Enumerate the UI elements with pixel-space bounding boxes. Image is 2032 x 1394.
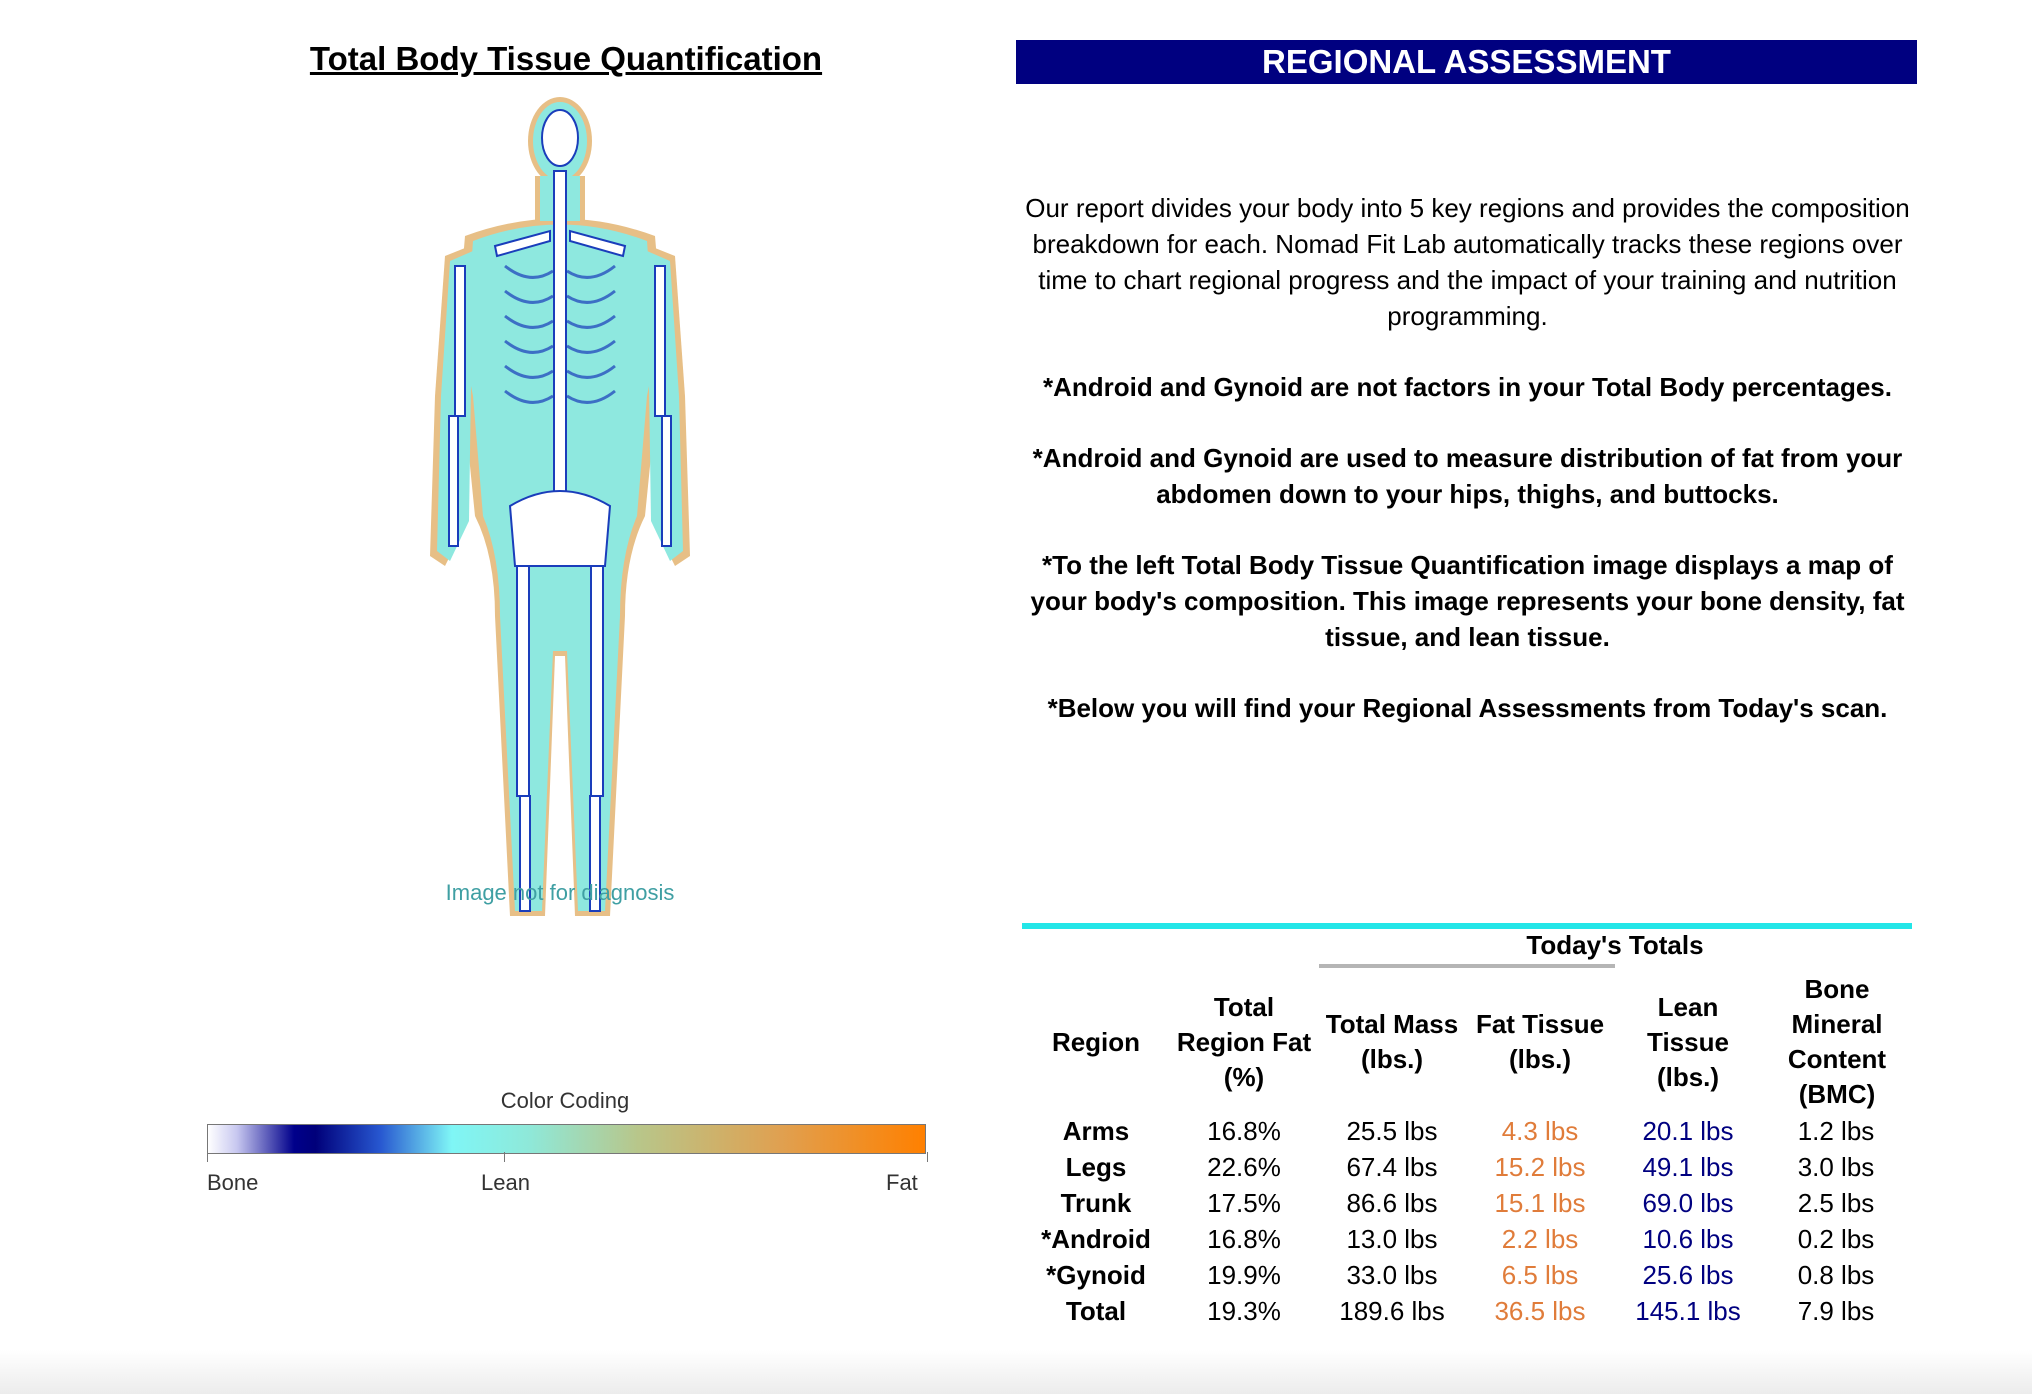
- cell-fat-pct: 22.6%: [1207, 1152, 1281, 1182]
- cell-fat-tissue: 15.2 lbs: [1494, 1152, 1586, 1182]
- color-coding-axis: [207, 1152, 928, 1162]
- cell-total-mass: 25.5 lbs: [1346, 1116, 1438, 1146]
- section-divider: [1022, 923, 1912, 929]
- todays-totals-header: Today's Totals: [1526, 930, 1704, 960]
- color-coding-label-fat: Fat: [886, 1170, 918, 1195]
- color-coding-tick: [504, 1152, 505, 1162]
- table-row: [1022, 1185, 1912, 1221]
- cell-fat-tissue: 36.5 lbs: [1494, 1296, 1586, 1326]
- cell-total-mass: 13.0 lbs: [1346, 1224, 1438, 1254]
- cell-fat-pct: 19.9%: [1207, 1260, 1281, 1290]
- cell-lean-tissue: 49.1 lbs: [1642, 1152, 1734, 1182]
- cell-lean-tissue: 10.6 lbs: [1642, 1224, 1734, 1254]
- cell-lean-tissue: 145.1 lbs: [1635, 1296, 1741, 1326]
- cell-region: *Android: [1041, 1224, 1151, 1254]
- note-regional-assessments: *Below you will find your Regional Assessments from Today's scan.: [1047, 693, 1888, 723]
- cell-lean-tissue: 25.6 lbs: [1642, 1260, 1734, 1290]
- cell-region: *Gynoid: [1046, 1260, 1146, 1290]
- table-row: [1022, 1221, 1912, 1257]
- image-watermark: Image not for diagnosis: [445, 880, 675, 905]
- intro-paragraph: Our report divides your body into 5 key regions and provides the composition breakdown for each. Nomad Fit Lab automatically tracks these regions over time to chart regional progress and the impact of your training and nutrition programming.: [1025, 193, 1910, 331]
- header-region: Region: [1051, 1027, 1141, 1057]
- cell-total-mass: 189.6 lbs: [1339, 1296, 1445, 1326]
- header-total-region-fat: Total Region Fat (%): [1176, 992, 1312, 1092]
- table-row: [1022, 1113, 1912, 1149]
- cell-region: Arms: [1062, 1116, 1130, 1146]
- cell-total-mass: 33.0 lbs: [1346, 1260, 1438, 1290]
- cell-region: Trunk: [1060, 1188, 1132, 1218]
- cell-bmc: 3.0 lbs: [1797, 1152, 1875, 1182]
- note-android-gynoid-factors: *Android and Gynoid are not factors in your Total Body percentages.: [1043, 372, 1892, 402]
- note-android-gynoid-distribution: *Android and Gynoid are used to measure distribution of fat from your abdomen down to your hips, thighs, and buttocks.: [1032, 443, 1903, 509]
- body-scan-image: [425, 96, 695, 921]
- table-row: [1022, 1149, 1912, 1185]
- cell-bmc: 2.5 lbs: [1797, 1188, 1875, 1218]
- cell-total-mass: 67.4 lbs: [1346, 1152, 1438, 1182]
- cell-fat-tissue: 15.1 lbs: [1494, 1188, 1586, 1218]
- cell-bmc: 0.2 lbs: [1797, 1224, 1875, 1254]
- cell-fat-pct: 16.8%: [1207, 1116, 1281, 1146]
- cell-fat-tissue: 6.5 lbs: [1501, 1260, 1579, 1290]
- color-coding-label-bone: Bone: [207, 1170, 259, 1195]
- page-bottom-shade: [0, 1350, 2032, 1394]
- cell-lean-tissue: 69.0 lbs: [1642, 1188, 1734, 1218]
- cell-bmc: 0.8 lbs: [1797, 1260, 1875, 1290]
- note-body-image: *To the left Total Body Tissue Quantification image displays a map of your body's composition. This image represents your bone density, fat tissue, and lean tissue.: [1030, 550, 1905, 652]
- cell-bmc: 7.9 lbs: [1797, 1296, 1875, 1326]
- cell-lean-tissue: 20.1 lbs: [1642, 1116, 1734, 1146]
- intro-text-block: [1020, 190, 1915, 761]
- header-total-mass: Total Mass (lbs.): [1325, 1009, 1459, 1074]
- color-coding-gradient: [207, 1124, 926, 1154]
- cell-fat-pct: 17.5%: [1207, 1188, 1281, 1218]
- color-coding-title: Color Coding: [500, 1088, 630, 1113]
- cell-region: Legs: [1065, 1152, 1127, 1182]
- cell-fat-pct: 16.8%: [1207, 1224, 1281, 1254]
- header-lean-tissue: Lean Tissue (lbs.): [1647, 992, 1729, 1092]
- color-coding-label-lean: Lean: [481, 1170, 530, 1195]
- cell-total-mass: 86.6 lbs: [1346, 1188, 1438, 1218]
- cell-fat-pct: 19.3%: [1207, 1296, 1281, 1326]
- cell-fat-tissue: 4.3 lbs: [1501, 1116, 1579, 1146]
- header-fat-tissue: Fat Tissue (lbs.): [1475, 1009, 1605, 1074]
- todays-totals-underline: [1319, 964, 1615, 968]
- cell-fat-tissue: 2.2 lbs: [1501, 1224, 1579, 1254]
- header-bmc: Bone Mineral Content (BMC): [1787, 974, 1887, 1109]
- regional-assessment-banner: REGIONAL ASSESSMENT: [1016, 40, 1917, 84]
- body-scan-title: Total Body Tissue Quantification: [309, 40, 823, 77]
- table-row: [1022, 1257, 1912, 1293]
- table-row: [1022, 1293, 1912, 1329]
- cell-bmc: 1.2 lbs: [1797, 1116, 1875, 1146]
- cell-region: Total: [1065, 1296, 1127, 1326]
